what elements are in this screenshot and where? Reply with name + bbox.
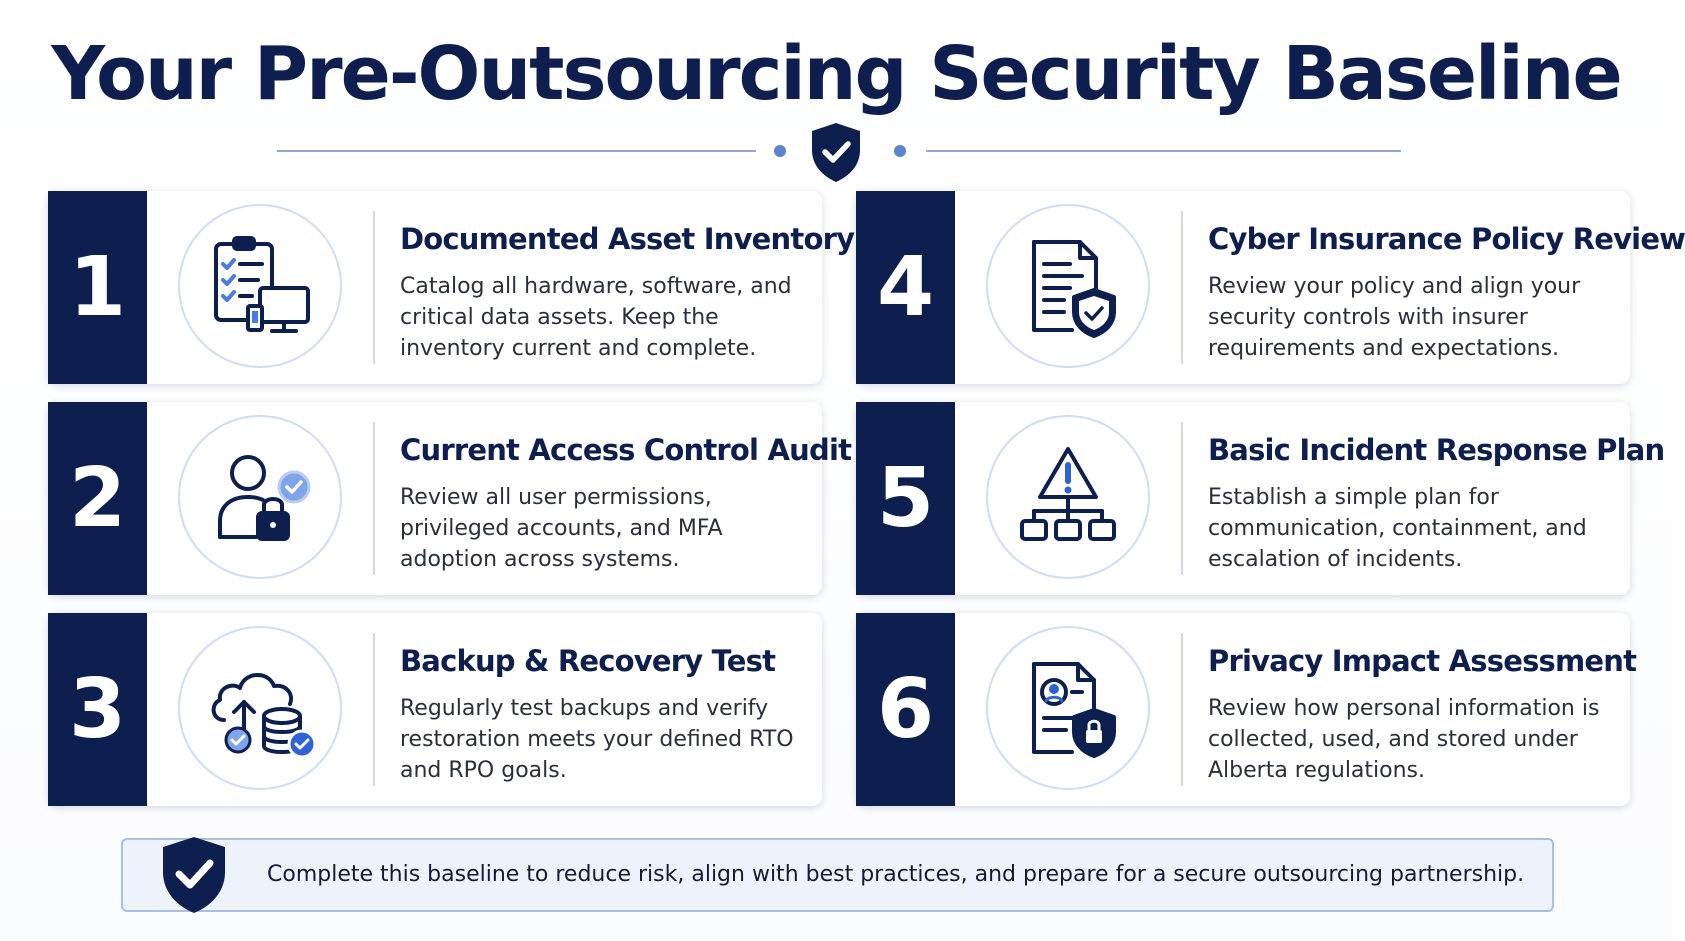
card-description: Establish a simple plan for communication, containment, and escalation of incidents. — [1208, 485, 1587, 572]
card-description: Catalog all hardware, software, and critical data assets. Keep the inventory current and complete. — [400, 274, 792, 361]
divider-line-right — [926, 150, 1401, 152]
icon-circle — [986, 204, 1150, 368]
card-title: Privacy Impact Assessment — [1208, 644, 1637, 678]
footer-banner — [121, 838, 1554, 912]
card-title: Current Access Control Audit — [400, 433, 852, 467]
step-number-block — [48, 402, 147, 595]
baseline-card-1 — [48, 191, 855, 384]
icon-circle — [986, 626, 1150, 790]
divider — [1181, 211, 1183, 364]
cloud-database-icon — [202, 650, 318, 766]
divider — [373, 211, 375, 364]
profile-document-lock-icon — [1010, 650, 1126, 766]
divider — [1181, 633, 1183, 786]
checklist-devices-icon — [202, 228, 318, 344]
divider-line-left — [277, 150, 756, 152]
card-description: Review your policy and align your security controls with insurer requirements and expectations. — [1208, 274, 1581, 361]
step-number-block — [48, 613, 147, 806]
icon-circle — [986, 415, 1150, 579]
divider-dot-left — [774, 145, 786, 157]
divider — [373, 633, 375, 786]
card-title: Backup & Recovery Test — [400, 644, 776, 678]
baseline-card-5 — [856, 402, 1665, 595]
shield-check-icon — [159, 834, 229, 916]
shield-check-icon — [808, 120, 864, 184]
step-number: 5 — [876, 450, 935, 546]
step-number: 3 — [68, 661, 127, 757]
icon-circle — [178, 415, 342, 579]
card-description: Regularly test backups and verify restoration meets your defined RTO and RPO goals. — [400, 696, 794, 783]
divider-dot-right — [894, 145, 906, 157]
card-title: Basic Incident Response Plan — [1208, 433, 1665, 467]
step-number: 6 — [876, 661, 935, 757]
divider — [373, 422, 375, 575]
step-number: 2 — [68, 450, 127, 546]
baseline-card-2 — [48, 402, 852, 595]
divider — [1181, 422, 1183, 575]
card-title: Cyber Insurance Policy Review — [1208, 222, 1685, 256]
footer-text: Complete this baseline to reduce risk, align with best practices, and prepare for a secure outsourcing partnership. — [267, 862, 1525, 887]
icon-circle — [178, 626, 342, 790]
step-number-block — [856, 191, 955, 384]
step-number: 1 — [68, 239, 127, 335]
step-number: 4 — [876, 239, 935, 335]
card-description: Review how personal information is collected, used, and stored under Alberta regulations. — [1208, 696, 1600, 783]
baseline-card-6 — [856, 613, 1637, 806]
user-lock-icon — [202, 439, 318, 555]
baseline-card-3 — [48, 613, 822, 806]
icon-circle — [178, 204, 342, 368]
step-number-block — [856, 402, 955, 595]
document-shield-icon — [1010, 228, 1126, 344]
card-description: Review all user permissions, privileged accounts, and MFA adoption across systems. — [400, 485, 723, 572]
page-title: Your Pre-Outsourcing Security Baseline — [51, 31, 1621, 117]
step-number-block — [48, 191, 147, 384]
step-number-block — [856, 613, 955, 806]
card-title: Documented Asset Inventory — [400, 222, 855, 256]
baseline-card-4 — [856, 191, 1685, 384]
warning-flowchart-icon — [1010, 439, 1126, 555]
